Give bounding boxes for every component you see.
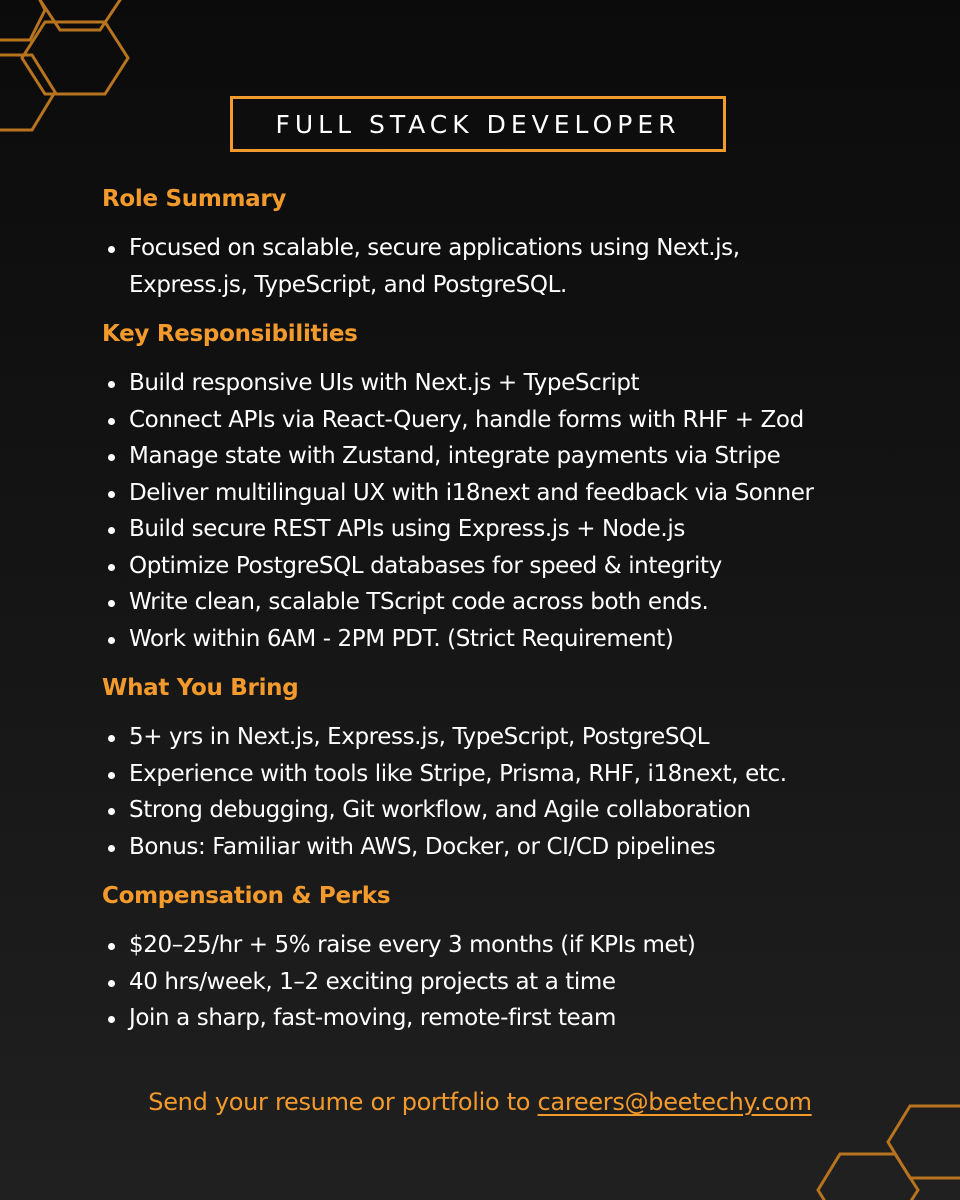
email-link[interactable]: careers@beetechy.com xyxy=(537,1088,812,1116)
job-title-box xyxy=(230,96,726,152)
list-item: Work within 6AM - 2PM PDT. (Strict Requirement) xyxy=(102,621,902,658)
list-item: Write clean, scalable TScript code across both ends. xyxy=(102,584,902,621)
list-item: Deliver multilingual UX with i18next and feedback via Sonner xyxy=(102,475,902,512)
list-item: Focused on scalable, secure applications using Next.js, Express.js, TypeScript, and PostgreSQL. xyxy=(102,230,829,303)
hexagon-shape xyxy=(0,55,55,130)
section-heading: Key Responsibilities xyxy=(102,321,358,347)
list-item: $20–25/hr + 5% raise every 3 months (if KPIs met) xyxy=(102,927,902,964)
list-item: Bonus: Familiar with AWS, Docker, or CI/CD pipelines xyxy=(102,829,902,866)
bullet-list xyxy=(102,927,902,1037)
list-item: Strong debugging, Git workflow, and Agile collaboration xyxy=(102,792,902,829)
list-item: Experience with tools like Stripe, Prisma, RHF, i18next, etc. xyxy=(102,756,902,793)
section-heading: What You Bring xyxy=(102,675,299,701)
section-what-you-bring xyxy=(102,675,902,865)
hexagon-shape xyxy=(22,22,128,94)
bullet-list xyxy=(102,365,902,657)
section-heading: Role Summary xyxy=(102,186,287,212)
section-key-responsibilities xyxy=(102,321,902,657)
job-title: FULL STACK DEVELOPER xyxy=(275,109,681,139)
list-item: 5+ yrs in Next.js, Express.js, TypeScript, PostgreSQL xyxy=(102,719,902,756)
hexagon-shape xyxy=(0,0,45,40)
list-item: Build responsive UIs with Next.js + TypeScript xyxy=(102,365,902,402)
section-heading: Compensation & Perks xyxy=(102,883,391,909)
hexagon-shape xyxy=(818,1154,918,1200)
footer-contact xyxy=(0,1088,960,1116)
list-item: 40 hrs/week, 1–2 exciting projects at a time xyxy=(102,964,902,1001)
list-item: Optimize PostgreSQL databases for speed & integrity xyxy=(102,548,902,585)
bullet-list xyxy=(102,230,902,303)
list-item: Manage state with Zustand, integrate payments via Stripe xyxy=(102,438,902,475)
bullet-list xyxy=(102,719,902,865)
hexagon-shape xyxy=(40,0,120,30)
hexagon-shape xyxy=(888,1106,960,1178)
list-item: Connect APIs via React-Query, handle forms with RHF + Zod xyxy=(102,402,902,439)
job-description xyxy=(102,186,902,1055)
list-item: Build secure REST APIs using Express.js + Node.js xyxy=(102,511,902,548)
footer-text: Send your resume or portfolio to xyxy=(148,1088,538,1116)
section-compensation-perks xyxy=(102,883,902,1037)
list-item: Join a sharp, fast-moving, remote-first team xyxy=(102,1000,902,1037)
section-role-summary xyxy=(102,186,902,303)
